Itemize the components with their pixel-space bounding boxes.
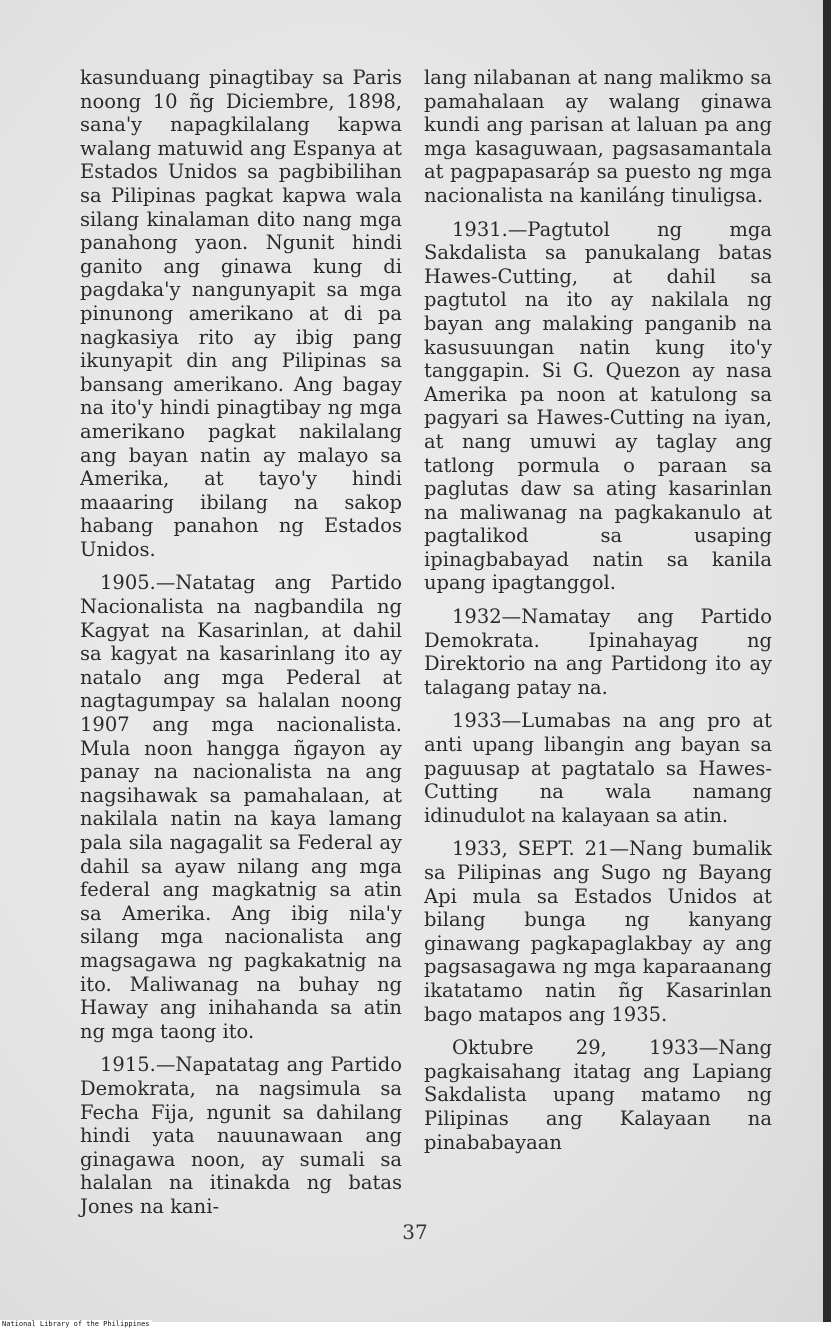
paragraph: 1931.—Pagtutol ng mga Sakdalista sa panukalang batas Hawes-Cutting, at dahil sa pagtutol na ito ay nakilala ng bayan ang malaking panganib na kasusuungan natin kung ito'y tanggapin. Si G. Quezon ay nasa Amerika pa noon at katulong sa pagyari sa Hawes-Cutting na iyan, at nang umuwi ay taglay ang tatlong pormula o paraan sa paglutas daw sa ating kasarinlan na maliwanag na pagkakanulo at pagtalikod sa usaping ipinagbabayad natin sa kanila upang ipagtanggol. (424, 217, 772, 595)
paragraph: 1933, SEPT. 21—Nang bumalik sa Pilipinas ang Sugo ng Bayang Api mula sa Estados Unidos at bilang bunga ng kanyang ginawang pagkapaglakbay ay ang pagsasagawa ng mga kaparaanang ikatatamo natin ñg Kasarinlan bago matapos ang 1935. (424, 837, 772, 1026)
paragraph: kasunduang pinagtibay sa Paris noong 10 ñg Diciembre, 1898, sana'y napagkilalang kapwa walang matuwid ang Espanya at Estados Unidos sa pagbibilihan sa Pilipinas pagkat kapwa wala silang kinalaman dito nang mga panahong yaon. Ngunit hindi ganito ang ginawa kung di pagdaka'y nangunyapit sa mga pinunong amerikano at di pa nagkasiya rito ay ibig pang ikunyapit din ang Pilipinas sa bansang amerikano. Ang bagay na ito'y hindi pinagtibay ng mga amerikano pagkat nakilalang ang bayan natin ay malayo sa Amerika, at tayo'y hindi maaaring ibilang na sakop habang panahon ng Estados Unidos. (80, 66, 402, 561)
footer-credit: National Library of the Philippines (2, 1320, 150, 1328)
left-column (80, 66, 402, 1229)
paragraph: 1905.—Natatag ang Partido Nacionalista na nagbandila ng Kagyat na Kasarinlan, at dahil sa kagyat na kasarinlang ito ay natalo ang mga Pederal at nagtagumpay sa halalan noong 1907 ang mga nacionalista. Mula noon hangga ñgayon ay panay na nacionalista na ang nagsihawak sa pamahalaan, at nakilala natin na kaya lamang pala sila nagagalit sa Federal ay dahil sa ayaw nilang ang mga federal ang magkatnig sa atin sa Amerika. Ang ibig nila'y silang mga nacionalista ang magsagawa ng pagkakatnig na ito. Maliwanag na buhay ng Haway ang inihahanda sa atin ng mga taong ito. (80, 571, 402, 1043)
paragraph: lang nilabanan at nang malikmo sa pamahalaan ay walang ginawa kundi ang parisan at laluan pa ang mga kasaguwaan, pagsasamantala at pagpapasaráp sa puesto ng mga nacionalista na kaniláng tinuligsa. (424, 66, 772, 207)
right-column (424, 66, 772, 1164)
page-number: 37 (402, 1220, 428, 1244)
scan-edge (823, 0, 831, 1322)
paragraph: Oktubre 29, 1933—Nang pagkaisahang itatag ang Lapiang Sakdalista upang matamo ng Pilipinas ang Kalayaan na pinababayaan (424, 1036, 772, 1154)
paragraph: 1932—Namatay ang Partido Demokrata. Ipinahayag ng Direktorio na ang Partidong ito ay talagang patay na. (424, 605, 772, 699)
paragraph: 1933—Lumabas na ang pro at anti upang libangin ang bayan sa paguusap at pagtatalo sa Hawes-Cutting na wala namang idinudulot na kalayaan sa atin. (424, 709, 772, 827)
paragraph: 1915.—Napatatag ang Partido Demokrata, na nagsimula sa Fecha Fija, ngunit sa dahilang hindi yata nauunawaan ang ginagawa noon, ay sumali sa halalan na itinakda ng batas Jones na kani- (80, 1053, 402, 1218)
